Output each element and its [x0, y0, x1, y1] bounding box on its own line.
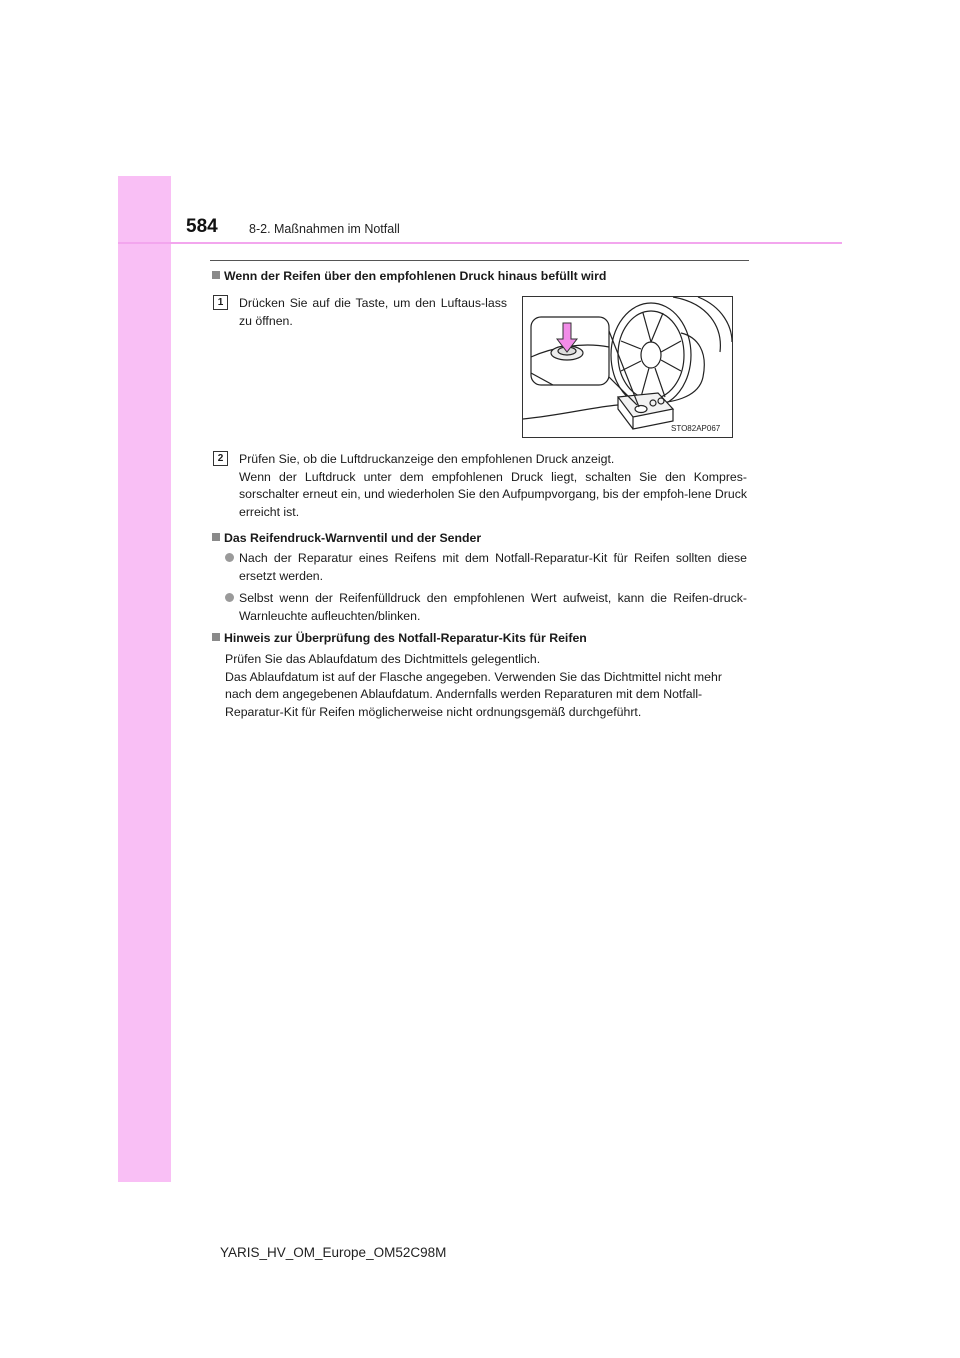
section-title: 8-2. Maßnahmen im Notfall	[249, 222, 400, 236]
step-1-number: 1	[213, 295, 228, 310]
side-band	[118, 176, 171, 1182]
square-bullet-icon	[212, 633, 220, 641]
step-2-text: Prüfen Sie, ob die Luftdruckanzeige den empfohlenen Druck anzeigt. Wenn der Luftdruck unter dem empfohlenen Druck liegt, schalten Sie den Kompres-sorschalter erneut ein, und wiederholen Sie den Aufpumpvorgang, bis der empfoh-lene Druck erreicht ist.	[239, 452, 747, 519]
heading-valve: Das Reifendruck-Warnventil und der Sender	[212, 530, 481, 547]
tire-compressor-icon	[523, 297, 732, 437]
heading-overinflate: Wenn der Reifen über den empfohlenen Druck hinaus befüllt wird	[212, 268, 606, 285]
page-number: 584	[186, 216, 218, 237]
square-bullet-icon	[212, 533, 220, 541]
step-1-text: Drücken Sie auf die Taste, um den Luftaus-lass zu öffnen.	[239, 296, 507, 328]
bullet-valve-1: Nach der Reparatur eines Reifens mit dem Notfall-Reparatur-Kit für Reifen sollten diese ersetzt werden.	[225, 550, 747, 585]
heading-check: Hinweis zur Überprüfung des Notfall-Reparatur-Kits für Reifen	[212, 630, 587, 647]
check-text: Prüfen Sie das Ablaufdatum des Dichtmittels gelegentlich. Das Ablaufdatum ist auf der Flasche angegeben. Verwenden Sie das Dichtmittel nicht mehr nach dem angegebenen Ablaufdatum. Andernfalls werden Reparaturen mit dem Notfall-Reparatur-Kit für Reifen möglicherweise nicht ordnungsgemäß durchgeführt.	[225, 652, 722, 719]
content-rule	[210, 260, 749, 261]
step-2-number: 2	[213, 451, 228, 466]
round-bullet-icon	[225, 593, 234, 602]
footer-doc-code: YARIS_HV_OM_Europe_OM52C98M	[220, 1245, 447, 1260]
bullet-valve-2: Selbst wenn der Reifenfülldruck den empfohlenen Wert aufweist, kann die Reifen-druck-Warnleuchte aufleuchten/blinken.	[225, 590, 747, 625]
compressor-illustration	[522, 296, 733, 438]
square-bullet-icon	[212, 271, 220, 279]
header-rule	[118, 242, 842, 244]
figure-code: STO82AP067	[671, 424, 721, 433]
round-bullet-icon	[225, 553, 234, 562]
